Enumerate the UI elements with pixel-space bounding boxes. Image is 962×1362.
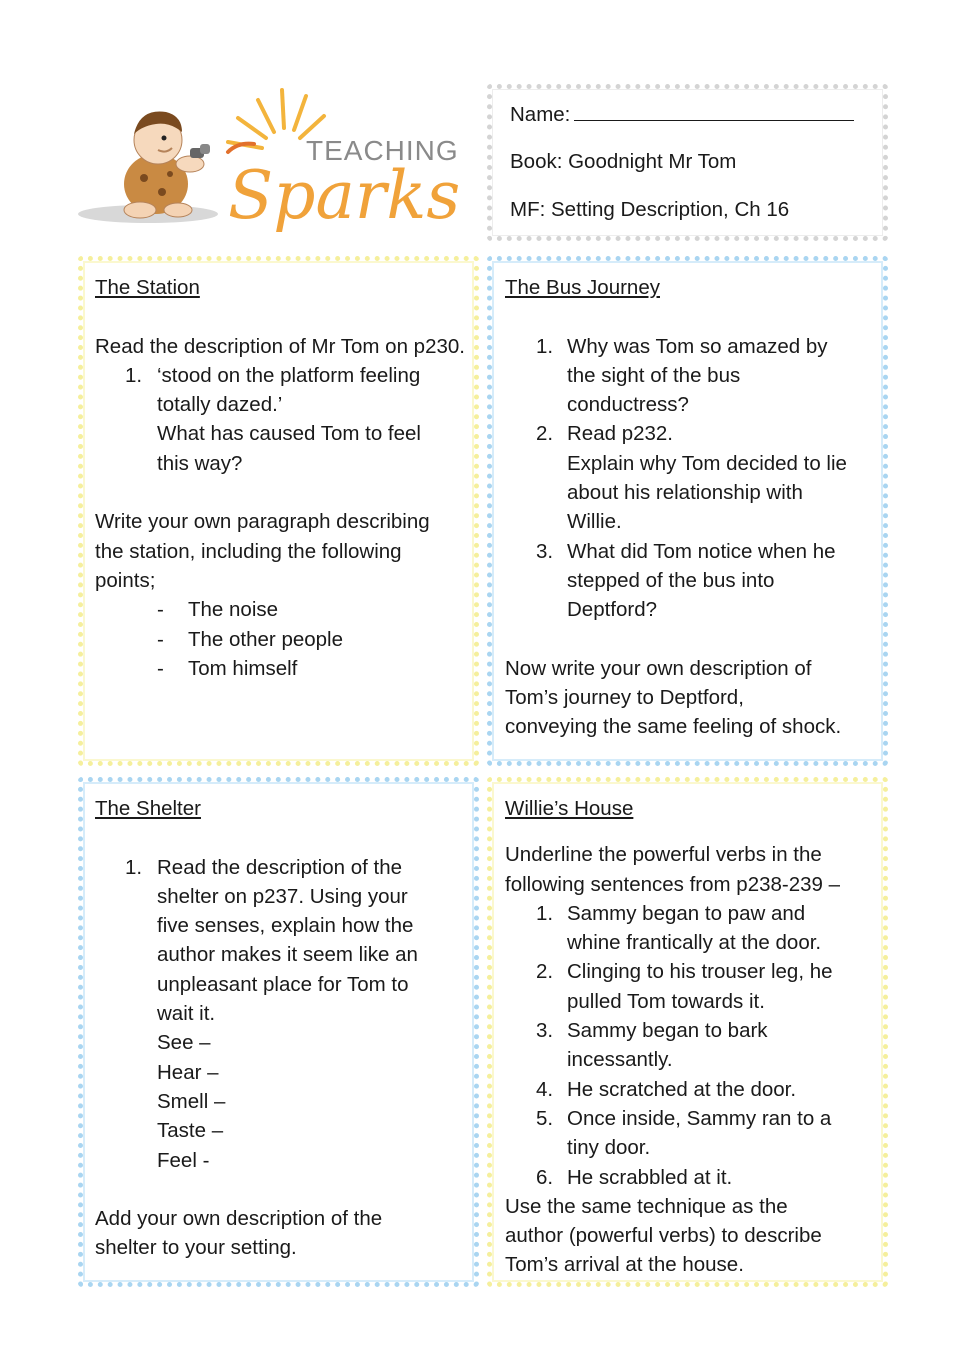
book-title: Book: Goodnight Mr Tom (510, 150, 737, 173)
name-field-row[interactable] (510, 100, 854, 129)
shelter-card (78, 777, 479, 1287)
willie-sentences (505, 899, 880, 1192)
list-item: 3. Sammy began to bark incessantly. (536, 1019, 768, 1072)
list-item: 1. ‘stood on the platform feeling totally dazed.’ What has caused Tom to feel this way? (125, 363, 421, 475)
list-item: 2. Read p232. Explain why Tom decided to lie about his relationship with Willie. (536, 422, 847, 534)
list-item: - Tom himself (157, 656, 298, 680)
shelter-task: Add your own description of the shelter to your setting. (95, 1207, 383, 1260)
caveman-logo-icon (78, 86, 458, 232)
willie-intro: Underline the powerful verbs in the following sentences from p238-239 – (505, 843, 841, 896)
station-card (78, 256, 479, 766)
list-item: 1. Sammy began to paw and whine frantically at the door. (536, 901, 822, 955)
willie-title: Willie’s House (505, 797, 634, 820)
teaching-sparks-logo (78, 86, 458, 232)
name-blank-line[interactable] (574, 100, 854, 121)
list-item: 5. Once inside, Sammy ran to a tiny door. (536, 1106, 832, 1160)
list-item: - The noise (157, 598, 279, 622)
station-task: Write your own paragraph describing the station, including the following points; (95, 510, 430, 592)
list-item: 1. Read the description of the shelter on p237. Using your five senses, explain how the author makes it seem like an unpleasant place for Tom to wait it. See – Hear – Smell – Taste – Feel - (125, 855, 418, 1172)
station-points (95, 595, 465, 683)
name-label: Name: (510, 103, 571, 126)
list-item: 3. What did Tom notice when he stepped of the bus into Deptford? (536, 539, 836, 622)
list-item: 2. Clinging to his trouser leg, he pulled Tom towards it. (536, 960, 833, 1013)
student-info-box (487, 84, 888, 241)
bus-task: Now write your own description of Tom’s journey to Deptford, conveying the same feeling of shock. (505, 656, 842, 739)
bus-title: The Bus Journey (505, 276, 660, 299)
shelter-questions (95, 853, 465, 1175)
list-item: - The other people (157, 627, 344, 651)
logo-sparks-text: Sparks (228, 157, 458, 232)
shelter-title: The Shelter (95, 797, 201, 820)
bus-questions (505, 332, 880, 625)
willies-house-card (487, 777, 888, 1287)
station-title: The Station (95, 276, 200, 299)
station-intro: Read the description of Mr Tom on p230. (95, 334, 465, 358)
willie-task: Use the same technique as the author (powerful verbs) to describe Tom’s arrival at the house. (505, 1194, 822, 1277)
station-questions (95, 361, 465, 478)
list-item: 4. He scratched at the door. (536, 1077, 797, 1101)
bus-journey-card (487, 256, 888, 766)
logo-teaching-text: TEACHING (306, 135, 458, 166)
focus-title: MF: Setting Description, Ch 16 (510, 198, 790, 221)
list-item: 1. Why was Tom so amazed by the sight of the bus conductress? (536, 334, 828, 417)
list-item: 6. He scrabbled at it. (536, 1165, 733, 1189)
